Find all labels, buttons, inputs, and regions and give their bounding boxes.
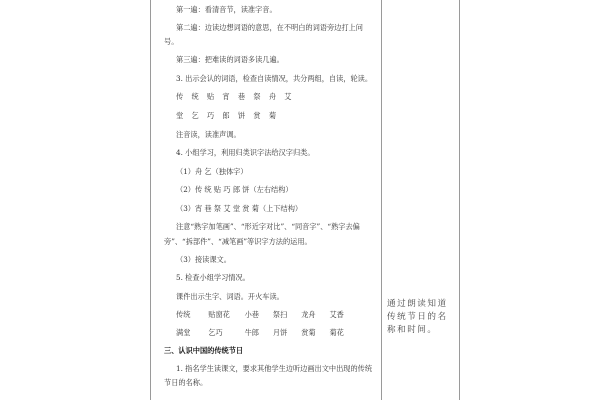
text-line: 第一遍：看清音节，读准字音。 <box>176 5 277 14</box>
text-line: 第二遍：边读边想词语的意思，在不明白的词语旁边打上问 <box>176 23 363 32</box>
text-line: 注意“熟字加笔画”、“形近字对比”、“同音字”、“熟字去偏 <box>176 222 360 231</box>
text-line: 注音读，读准声调。 <box>176 130 241 139</box>
char-row: 传 统 贴 宵 巷 祭 舟 艾 <box>176 92 295 101</box>
word: 牛郎 <box>244 328 259 337</box>
table-border-right <box>459 0 460 400</box>
word-row <box>176 328 344 338</box>
teaching-process-cell <box>150 0 376 400</box>
word: 祭扫 <box>272 310 288 319</box>
char-row: 堂 乞 巧 郎 饼 赏 菊 <box>176 111 280 120</box>
text-line: 4. 小组学习，利用归类识字法给汉字归类。 <box>176 148 315 157</box>
text-line: 1. 指名学生读课文，要求其他学生边听边画出文中出现的传统 <box>176 364 373 373</box>
word: 小巷 <box>244 310 259 319</box>
word: 艾香 <box>329 310 344 319</box>
word: 传统 <box>176 310 191 319</box>
word-row <box>176 310 344 320</box>
text-line: （2）传 统 贴 巧 郎 饼（左右结构） <box>176 185 293 194</box>
text-line: 3. 出示会认的词语，检查自读情况，共分两组，自读，轮读。 <box>176 74 373 83</box>
word: 满堂 <box>176 328 191 337</box>
text-line: （3）接读课文。 <box>176 255 231 264</box>
section-heading: 三、认识中国的传统节日 <box>164 346 244 355</box>
word: 菊花 <box>329 328 344 337</box>
design-intent-note: 通过朗读知道传统节日的名称和时间。 <box>387 299 448 335</box>
text-line: （1）舟 乞（独体字） <box>176 167 248 176</box>
word: 贴窗花 <box>208 310 230 319</box>
word: 赏菊 <box>301 328 316 337</box>
text-line: 第三遍：把难读的词语多读几遍。 <box>176 55 284 64</box>
word: 龙舟 <box>301 310 316 319</box>
design-intent-cell <box>382 0 458 400</box>
text-line: 5. 检查小组学习情况。 <box>176 273 250 282</box>
text-line: 旁”、“拆部件”、“减笔画”等识字方法的运用。 <box>164 237 312 246</box>
word: 乞巧 <box>208 328 223 337</box>
text-line: （3）宵 巷 祭 艾 堂 赏 菊（上下结构） <box>176 204 303 213</box>
word: 月饼 <box>272 328 288 337</box>
text-line: 节日的名称。 <box>164 378 208 387</box>
text-line: 号。 <box>164 37 179 46</box>
text-line: 课件出示生字、词语。开火车读。 <box>176 292 284 301</box>
